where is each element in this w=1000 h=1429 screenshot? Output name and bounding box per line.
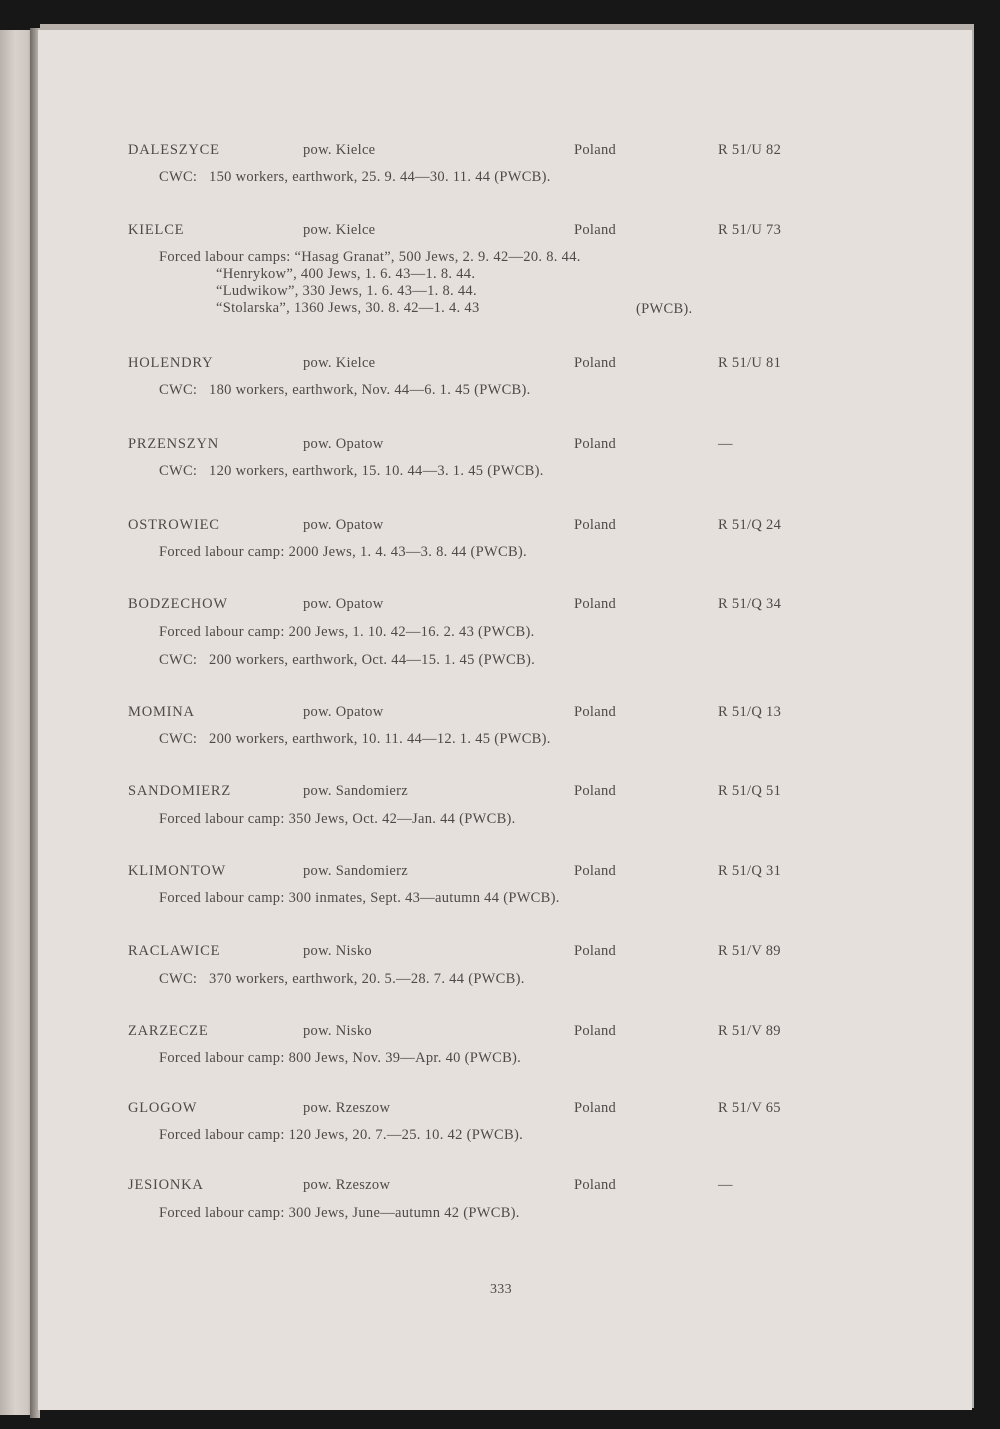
entry-map-ref: R 51/Q 13 xyxy=(718,704,782,720)
entry-map-ref: R 51/V 65 xyxy=(718,1100,781,1116)
entry-map-ref: R 51/V 89 xyxy=(718,1023,781,1039)
entry-place-name: OSTROWIEC xyxy=(128,517,220,533)
entry-map-ref: R 51/Q 24 xyxy=(718,517,782,533)
entry-detail-line: Forced labour camp: 350 Jews, Oct. 42—Jan. 44 (PWCB). xyxy=(159,811,516,827)
entry-place-name: KIELCE xyxy=(128,222,185,238)
left-page-edge xyxy=(0,30,34,1415)
entry-detail-line: Forced labour camp: 120 Jews, 20. 7.—25. 10. 42 (PWCB). xyxy=(159,1127,524,1143)
entry-map-ref: R 51/Q 51 xyxy=(718,783,782,799)
entry-detail-line: Forced labour camp: 200 Jews, 1. 10. 42—16. 2. 43 (PWCB). xyxy=(159,624,535,640)
entry-detail-line: CWC: 150 workers, earthwork, 25. 9. 44—30. 11. 44 (PWCB). xyxy=(159,169,551,185)
entry-place-name: GLOGOW xyxy=(128,1100,198,1116)
entry-district: pow. Opatow xyxy=(303,436,384,452)
entry-detail-line: CWC: 370 workers, earthwork, 20. 5.—28. 7. 44 (PWCB). xyxy=(159,971,525,987)
entry-detail-line: Forced labour camp: 300 inmates, Sept. 43—autumn 44 (PWCB). xyxy=(159,890,560,906)
entry-country: Poland xyxy=(574,517,617,533)
entry-map-ref: R 51/U 82 xyxy=(718,142,782,158)
entry-place-name: SANDOMIERZ xyxy=(128,783,232,799)
entry-district: pow. Kielce xyxy=(303,355,376,371)
entry-place-name: DALESZYCE xyxy=(128,142,220,158)
entry-place-name: HOLENDRY xyxy=(128,355,214,371)
entry-map-ref: R 51/Q 31 xyxy=(718,863,782,879)
entry-country: Poland xyxy=(574,1177,617,1193)
entry-place-name: BODZECHOW xyxy=(128,596,228,612)
entry-district: pow. Opatow xyxy=(303,517,384,533)
entry-district: pow. Kielce xyxy=(303,142,376,158)
entry-place-name: MOMINA xyxy=(128,704,195,720)
entry-source: (PWCB). xyxy=(636,301,693,317)
entry-district: pow. Opatow xyxy=(303,596,384,612)
entry-district: pow. Nisko xyxy=(303,943,372,959)
entry-detail-line: CWC: 200 workers, earthwork, Oct. 44—15. 1. 45 (PWCB). xyxy=(159,652,536,668)
entry-detail-line: Forced labour camps: “Hasag Granat”, 500 Jews, 2. 9. 42—20. 8. 44. xyxy=(159,249,581,265)
entry-place-name: RACLAWICE xyxy=(128,943,221,959)
book-page xyxy=(38,30,972,1410)
entry-map-ref: — xyxy=(718,1177,733,1193)
entry-country: Poland xyxy=(574,142,617,158)
entry-country: Poland xyxy=(574,355,617,371)
entry-detail-line: CWC: 180 workers, earthwork, Nov. 44—6. 1. 45 (PWCB). xyxy=(159,382,531,398)
entry-district: pow. Opatow xyxy=(303,704,384,720)
entry-map-ref: R 51/U 81 xyxy=(718,355,782,371)
entry-country: Poland xyxy=(574,222,617,238)
entry-district: pow. Nisko xyxy=(303,1023,372,1039)
page-number: 333 xyxy=(490,1282,512,1297)
entry-country: Poland xyxy=(574,943,617,959)
entry-map-ref: R 51/V 89 xyxy=(718,943,781,959)
entry-detail-line: Forced labour camp: 300 Jews, June—autumn 42 (PWCB). xyxy=(159,1205,520,1221)
entry-map-ref: — xyxy=(718,436,733,452)
entry-country: Poland xyxy=(574,704,617,720)
entry-country: Poland xyxy=(574,863,617,879)
entry-detail-line: CWC: 120 workers, earthwork, 15. 10. 44—3. 1. 45 (PWCB). xyxy=(159,463,544,479)
entry-map-ref: R 51/Q 34 xyxy=(718,596,782,612)
entry-detail-line: Forced labour camp: 800 Jews, Nov. 39—Apr. 40 (PWCB). xyxy=(159,1050,522,1066)
entry-district: pow. Sandomierz xyxy=(303,863,409,879)
entry-country: Poland xyxy=(574,1023,617,1039)
entry-detail-line: “Ludwikow”, 330 Jews, 1. 6. 43—1. 8. 44. xyxy=(216,283,477,299)
entry-country: Poland xyxy=(574,1100,617,1116)
entry-place-name: KLIMONTOW xyxy=(128,863,226,879)
entry-detail-line: “Stolarska”, 1360 Jews, 30. 8. 42—1. 4. 43 xyxy=(216,300,480,316)
entry-place-name: ZARZECZE xyxy=(128,1023,209,1039)
entry-district: pow. Rzeszow xyxy=(303,1177,391,1193)
entry-place-name: JESIONKA xyxy=(128,1177,204,1193)
entry-district: pow. Rzeszow xyxy=(303,1100,391,1116)
entry-district: pow. Kielce xyxy=(303,222,376,238)
entry-country: Poland xyxy=(574,783,617,799)
entry-detail-line: “Henrykow”, 400 Jews, 1. 6. 43—1. 8. 44. xyxy=(216,266,476,282)
entry-district: pow. Sandomierz xyxy=(303,783,409,799)
entry-map-ref: R 51/U 73 xyxy=(718,222,782,238)
entry-country: Poland xyxy=(574,436,617,452)
entry-place-name: PRZENSZYN xyxy=(128,436,219,452)
entry-detail-line: CWC: 200 workers, earthwork, 10. 11. 44—12. 1. 45 (PWCB). xyxy=(159,731,551,747)
entry-detail-line: Forced labour camp: 2000 Jews, 1. 4. 43—3. 8. 44 (PWCB). xyxy=(159,544,527,560)
entry-country: Poland xyxy=(574,596,617,612)
